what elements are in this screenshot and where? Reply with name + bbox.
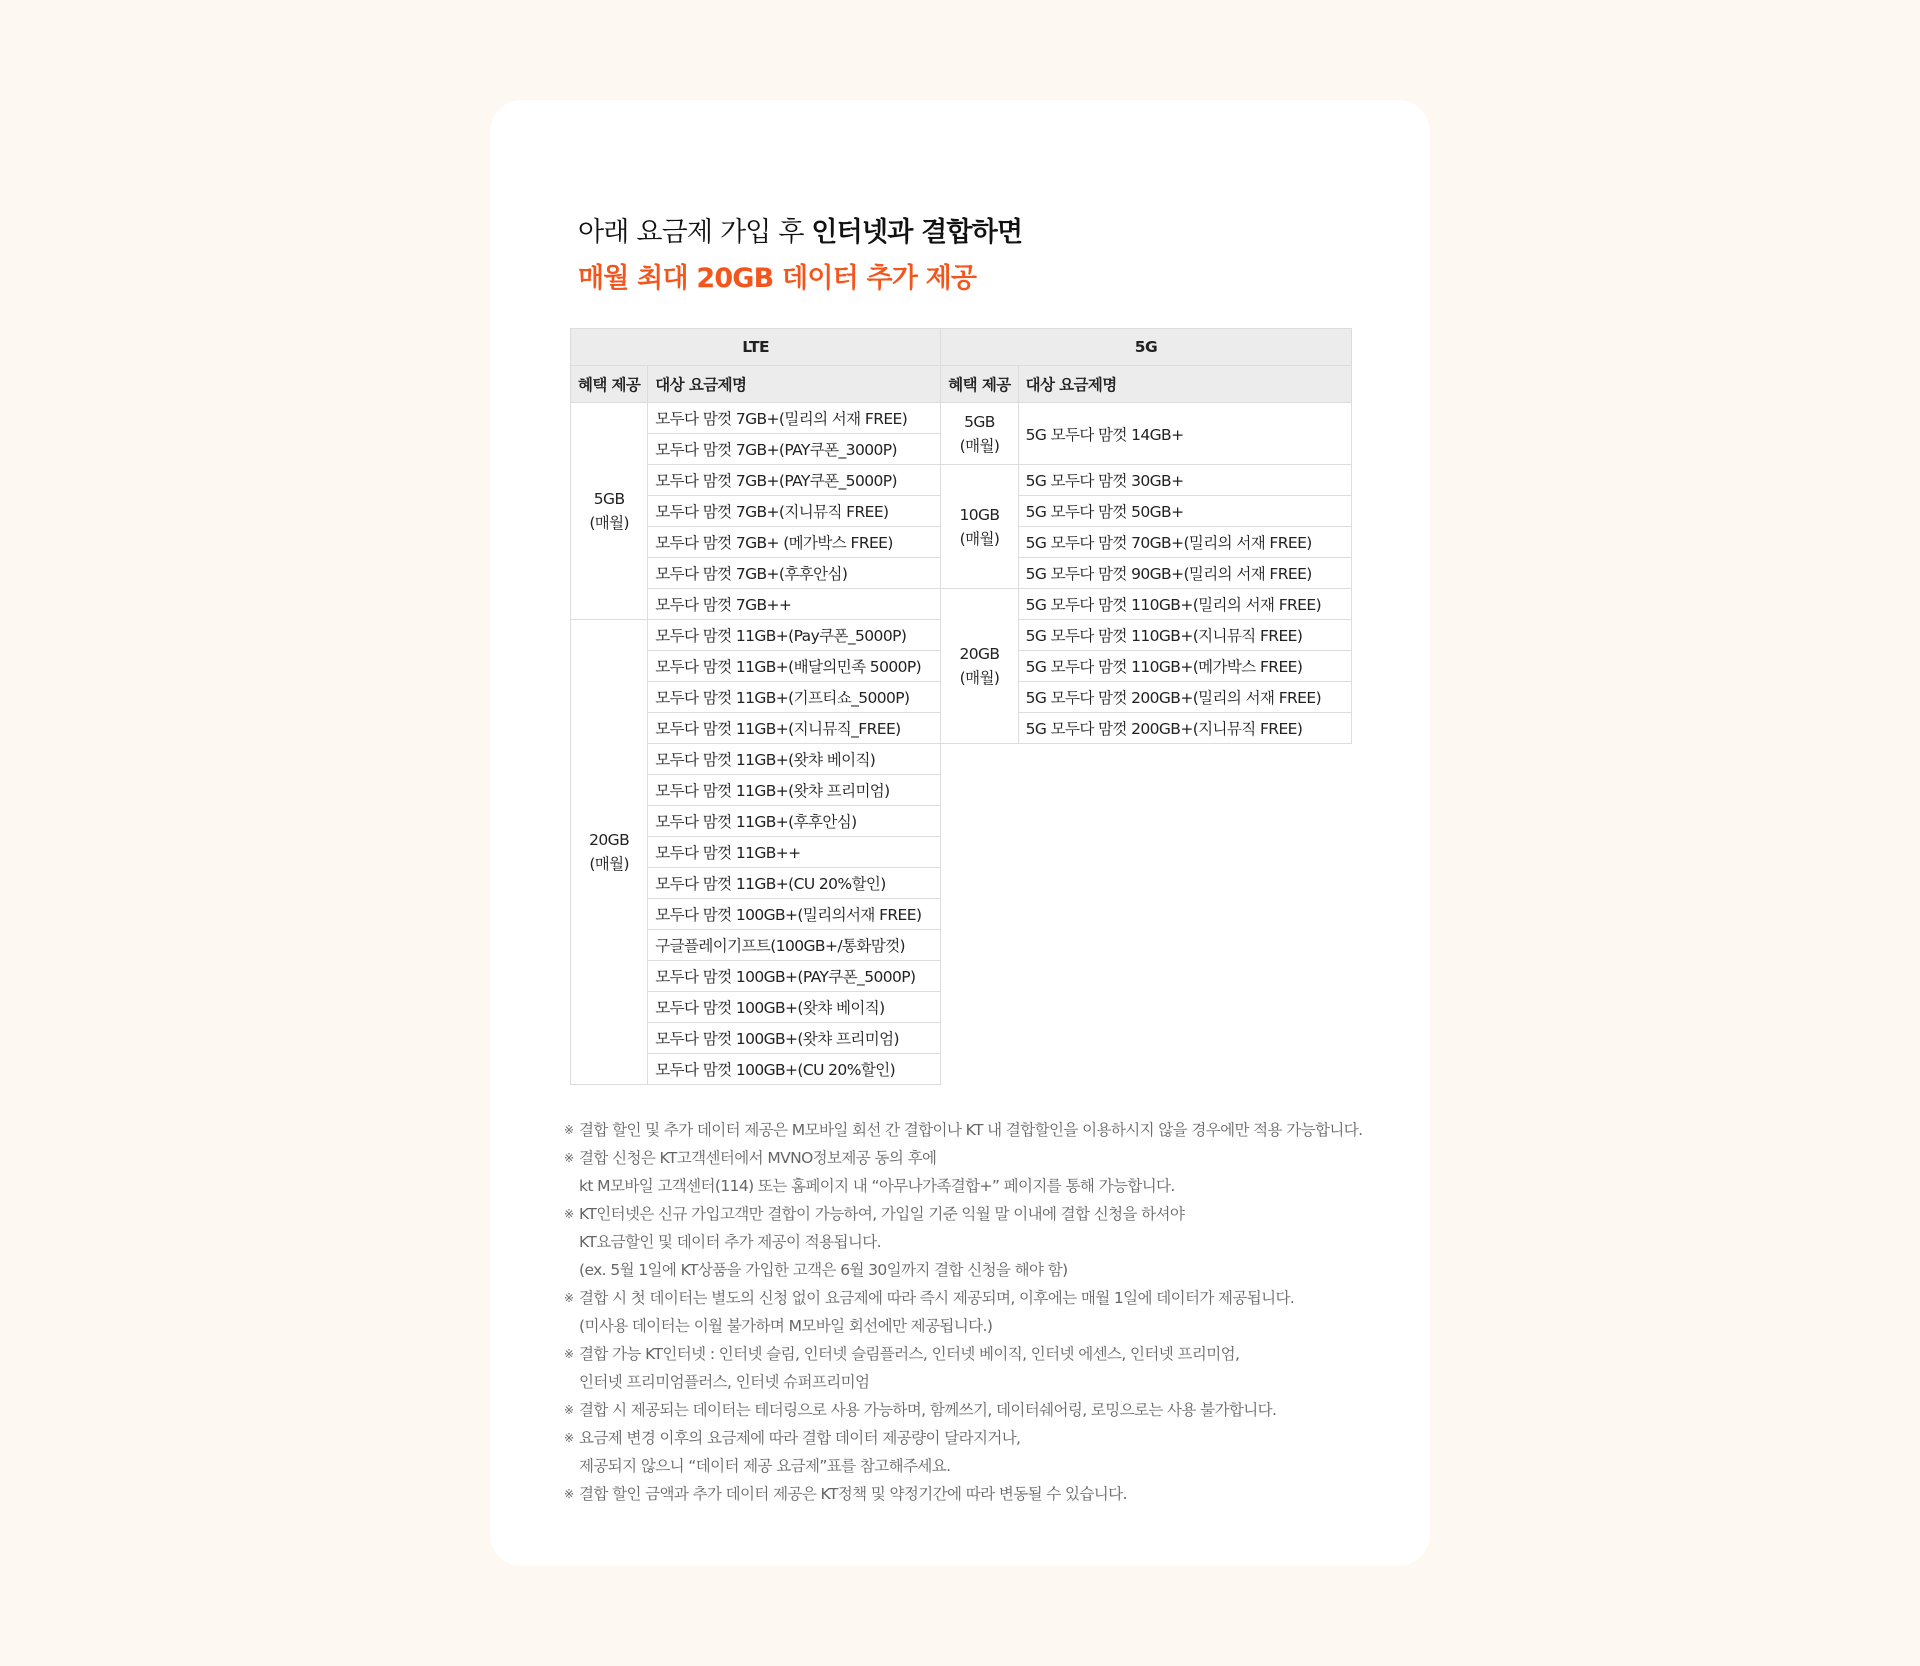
note-text: 인터넷 프리미엄플러스, 인터넷 슈퍼프리미엄: [579, 1373, 870, 1391]
lte-benefit-cell: [571, 403, 648, 620]
lte-plan-cell: 모두다 맘껏 100GB+(왓챠 프리미엄): [648, 1023, 941, 1054]
note-text: 결합 시 첫 데이터는 별도의 신청 없이 요금제에 따라 즉시 제공되며, 이후에는 매월 1일에 데이터가 제공됩니다.: [579, 1289, 1295, 1307]
note-item: [564, 1144, 1384, 1200]
5g-plan-cell: 5G 모두다 맘껏 200GB+(지니뮤직 FREE): [1018, 713, 1351, 744]
lte-plan-cell: 모두다 맘껏 11GB+(왓챠 프리미엄): [648, 775, 941, 806]
plan-table-body: [571, 403, 1352, 1085]
lte-plan-cell: 모두다 맘껏 7GB+(밀리의 서재 FREE): [648, 403, 941, 434]
note-mark: ※: [564, 1487, 574, 1501]
5g-plan-cell: 5G 모두다 맘껏 110GB+(밀리의 서재 FREE): [1018, 589, 1351, 620]
tier-period: (매월): [959, 529, 1000, 548]
note-text: 결합 시 제공되는 데이터는 테더링으로 사용 가능하며, 함께쓰기, 데이터쉐어링, 로밍으로는 사용 불가합니다.: [579, 1401, 1277, 1419]
lte-plan-cell: 모두다 맘껏 11GB+(후후안심): [648, 806, 941, 837]
5g-header: 5G: [941, 329, 1351, 366]
note-text: KT요금할인 및 데이터 추가 제공이 적용됩니다.: [579, 1233, 881, 1251]
tier-period: (매월): [589, 855, 629, 873]
plan-table-wrap: [570, 328, 1352, 1085]
tier-amount: 10GB: [959, 505, 1000, 524]
table-row: [571, 403, 1352, 434]
5g-benefit-cell: [941, 589, 1018, 744]
plan-table: [570, 328, 1352, 1085]
5g-plan-cell: 5G 모두다 맘껏 110GB+(메가박스 FREE): [1018, 651, 1351, 682]
lte-plan-cell: 모두다 맘껏 100GB+(PAY쿠폰_5000P): [648, 961, 941, 992]
notes-list: [564, 1116, 1384, 1508]
lte-plan-cell: 모두다 맘껏 11GB+(지니뮤직_FREE): [648, 713, 941, 744]
note-text: 결합 신청은 KT고객센터에서 MVNO정보제공 동의 후에: [579, 1149, 937, 1167]
column-header-row: [571, 366, 1352, 403]
note-item: [564, 1284, 1384, 1340]
5g-benefit-cell: [941, 465, 1018, 589]
tier-period: (매월): [589, 514, 629, 532]
note-mark: ※: [564, 1207, 574, 1221]
note-item: [564, 1116, 1384, 1144]
tier-amount: 5GB: [964, 412, 995, 431]
note-text: (ex. 5월 1일에 KT상품을 가입한 고객은 6월 30일까지 결합 신청을 해야 함): [579, 1261, 1068, 1279]
heading-line1-prefix: 아래 요금제 가입 후: [578, 217, 812, 248]
note-mark: ※: [564, 1123, 574, 1137]
heading-line1-bold: 인터넷과 결합하면: [811, 217, 1023, 248]
lte-plan-cell: 모두다 맘껏 100GB+(왓챠 베이직): [648, 992, 941, 1023]
table-row: [571, 465, 1352, 496]
note-item: [564, 1424, 1384, 1480]
tier-amount: 5GB: [593, 490, 625, 508]
lte-plan-cell: 모두다 맘껏 7GB+(지니뮤직 FREE): [648, 496, 941, 527]
lte-plan-cell: 모두다 맘껏 11GB+(CU 20%할인): [648, 868, 941, 899]
5g-plan-cell: 5G 모두다 맘껏 200GB+(밀리의 서재 FREE): [1018, 682, 1351, 713]
note-mark: ※: [564, 1431, 574, 1445]
5g-plan-cell: 5G 모두다 맘껏 30GB+: [1018, 465, 1351, 496]
note-item: [564, 1480, 1384, 1508]
lte-plan-cell: 모두다 맘껏 11GB+(Pay쿠폰_5000P): [648, 620, 941, 651]
lte-plan-cell: 모두다 맘껏 11GB+(왓챠 베이직): [648, 744, 941, 775]
5g-plan-cell: 5G 모두다 맘껏 70GB+(밀리의 서재 FREE): [1018, 527, 1351, 558]
note-mark: ※: [564, 1403, 574, 1417]
lte-col-benefit: 혜택 제공: [571, 366, 648, 403]
lte-benefit-cell: [571, 620, 648, 1085]
heading-line2: 매월 최대 20GB 데이터 추가 제공: [578, 263, 977, 294]
heading: [578, 210, 1022, 302]
heading-line1: [578, 210, 1022, 256]
lte-plan-cell: 구글플레이기프트(100GB+/통화맘껏): [648, 930, 941, 961]
content-card: [490, 100, 1430, 1566]
note-item: [564, 1396, 1384, 1424]
lte-plan-cell: 모두다 맘껏 11GB+(기프티쇼_5000P): [648, 682, 941, 713]
lte-plan-cell: 모두다 맘껏 7GB+(PAY쿠폰_5000P): [648, 465, 941, 496]
lte-col-plan: 대상 요금제명: [648, 366, 941, 403]
lte-plan-cell: 모두다 맘껏 100GB+(밀리의서재 FREE): [648, 899, 941, 930]
5g-plan-cell: 5G 모두다 맘껏 110GB+(지니뮤직 FREE): [1018, 620, 1351, 651]
lte-plan-cell: 모두다 맘껏 7GB+(후후안심): [648, 558, 941, 589]
note-mark: ※: [564, 1347, 574, 1361]
lte-plan-cell: 모두다 맘껏 100GB+(CU 20%할인): [648, 1054, 941, 1085]
tier-period: (매월): [959, 669, 1000, 687]
tier-amount: 20GB: [959, 645, 1000, 663]
tier-period: (매월): [959, 436, 1000, 455]
note-text: 결합 가능 KT인터넷 : 인터넷 슬림, 인터넷 슬림플러스, 인터넷 베이직, 인터넷 에센스, 인터넷 프리미엄,: [579, 1345, 1240, 1363]
empty-area: [941, 744, 1351, 1085]
lte-header: LTE: [571, 329, 941, 366]
table-row: [571, 589, 1352, 620]
lte-plan-cell: 모두다 맘껏 7GB++: [648, 589, 941, 620]
note-item: [564, 1340, 1384, 1396]
band-header-row: [571, 329, 1352, 366]
note-text: KT인터넷은 신규 가입고객만 결합이 가능하여, 가입일 기준 익월 말 이내에 결합 신청을 하셔야: [579, 1205, 1185, 1223]
note-mark: ※: [564, 1151, 574, 1165]
5g-plan-cell: 5G 모두다 맘껏 50GB+: [1018, 496, 1351, 527]
table-row: [571, 744, 1352, 775]
5g-plan-cell: 5G 모두다 맘껏 14GB+: [1018, 403, 1351, 465]
lte-plan-cell: 모두다 맘껏 7GB+(PAY쿠폰_3000P): [648, 434, 941, 465]
note-text: 요금제 변경 이후의 요금제에 따라 결합 데이터 제공량이 달라지거나,: [579, 1429, 1021, 1447]
lte-plan-cell: 모두다 맘껏 11GB+(배달의민족 5000P): [648, 651, 941, 682]
5g-plan-cell: 5G 모두다 맘껏 90GB+(밀리의 서재 FREE): [1018, 558, 1351, 589]
5g-col-benefit: 혜택 제공: [941, 366, 1018, 403]
note-text: 결합 할인 및 추가 데이터 제공은 M모바일 회선 간 결합이나 KT 내 결합할인을 이용하시지 않을 경우에만 적용 가능합니다.: [579, 1121, 1363, 1139]
tier-amount: 20GB: [589, 831, 630, 849]
note-text: 결합 할인 금액과 추가 데이터 제공은 KT정책 및 약정기간에 따라 변동될 수 있습니다.: [579, 1485, 1127, 1503]
note-text: (미사용 데이터는 이월 불가하며 M모바일 회선에만 제공됩니다.): [579, 1317, 993, 1335]
5g-col-plan: 대상 요금제명: [1018, 366, 1351, 403]
lte-plan-cell: 모두다 맘껏 7GB+ (메가박스 FREE): [648, 527, 941, 558]
note-text: kt M모바일 고객센터(114) 또는 홈페이지 내 “아무나가족결합+” 페이지를 통해 가능합니다.: [579, 1177, 1175, 1195]
note-item: [564, 1200, 1384, 1284]
note-text: 제공되지 않으니 “데이터 제공 요금제”표를 참고해주세요.: [579, 1457, 951, 1475]
note-mark: ※: [564, 1291, 574, 1305]
lte-plan-cell: 모두다 맘껏 11GB++: [648, 837, 941, 868]
5g-benefit-cell: [941, 403, 1018, 465]
